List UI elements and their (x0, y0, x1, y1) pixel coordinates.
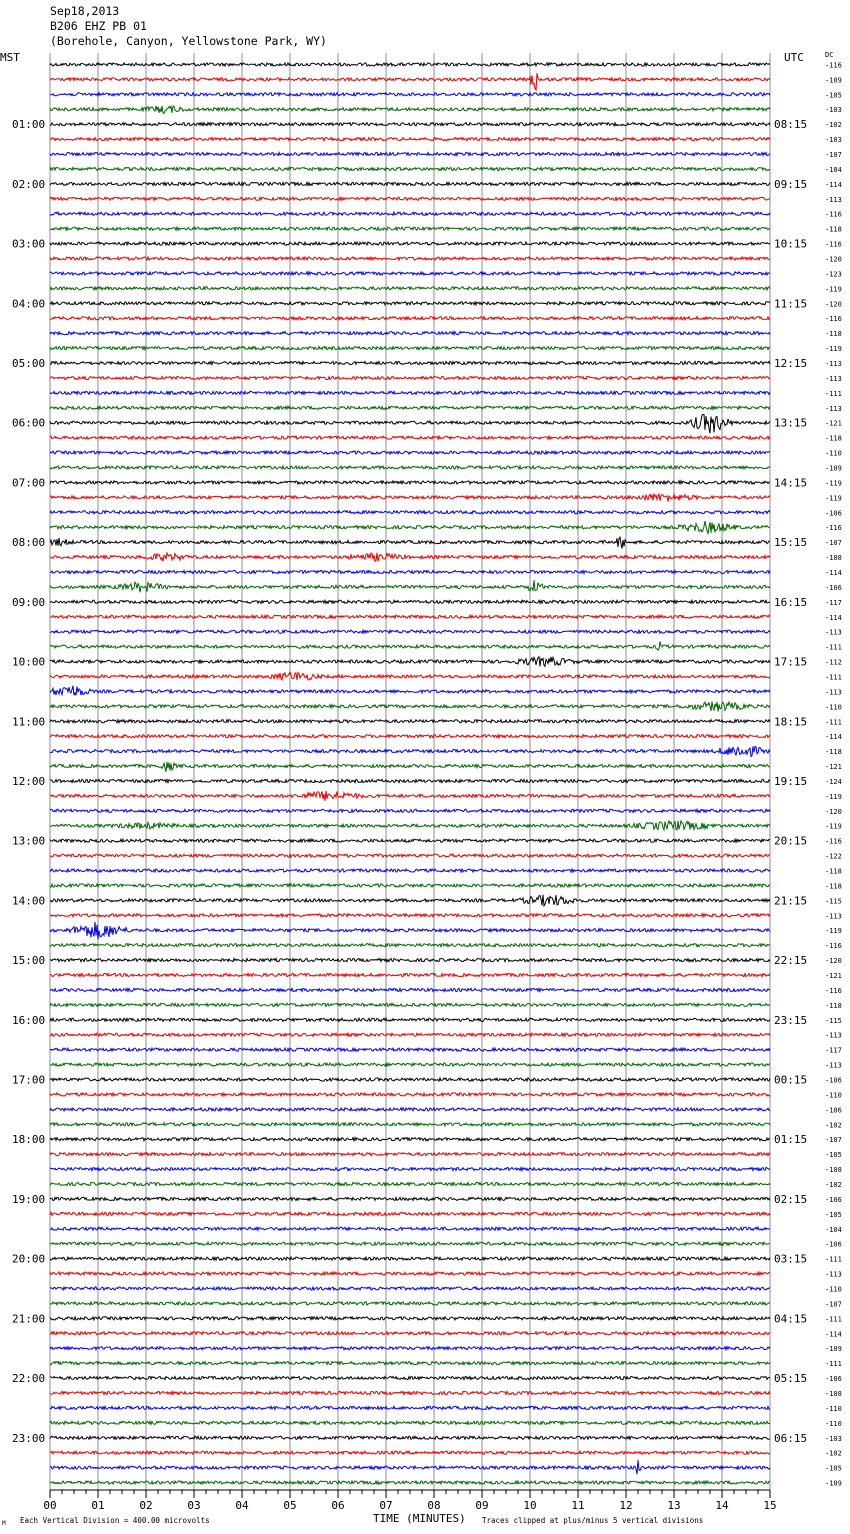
mst-hour-label: 12:00 (12, 774, 46, 788)
dc-offset-label: -116 (825, 942, 842, 951)
dc-offset-label: -113 (825, 404, 842, 413)
dc-offset-label: -110 (825, 703, 842, 712)
trace-line-86 (50, 1347, 770, 1350)
trace-line-35 (50, 580, 770, 592)
trace-line-70 (50, 1108, 770, 1111)
x-tick-label: 13 (667, 1499, 681, 1512)
dc-offset-label: -116 (825, 240, 842, 249)
trace-line-48 (50, 779, 770, 782)
dc-offset-label: -111 (825, 718, 842, 727)
trace-line-26 (50, 451, 770, 454)
dc-offset-label: -122 (825, 852, 842, 861)
trace-line-18 (50, 332, 770, 335)
x-tick-label: 15 (763, 1499, 777, 1512)
mst-hour-label: 07:00 (12, 476, 46, 490)
dc-offset-label: -110 (825, 1404, 842, 1413)
mst-hour-label: 19:00 (12, 1192, 46, 1206)
dc-offset-label: -113 (825, 360, 842, 369)
utc-hour-label: 02:15 (774, 1192, 808, 1206)
dc-offset-label: -111 (825, 1360, 842, 1369)
corner-mark: M (2, 1520, 6, 1527)
trace-line-78 (50, 1227, 770, 1230)
dc-offset-label: -110 (825, 1285, 842, 1294)
dc-offset-label: -112 (825, 658, 842, 667)
utc-hour-label: 22:15 (774, 954, 808, 968)
x-tick-label: 09 (475, 1499, 489, 1512)
utc-hour-label: 14:15 (774, 476, 808, 490)
trace-line-89 (50, 1391, 770, 1394)
location-subtitle: (Borehole, Canyon, Yellowstone Park, WY) (50, 34, 327, 48)
trace-line-0 (50, 63, 770, 66)
mst-hour-label: 11:00 (12, 715, 46, 729)
trace-line-38 (50, 630, 770, 633)
x-tick-label: 01 (91, 1499, 105, 1512)
dc-offset-label: -107 (825, 539, 842, 548)
dc-offset-label: -103 (825, 136, 842, 145)
dc-offset-label: -120 (825, 807, 842, 816)
dc-offset-label: -111 (825, 673, 842, 682)
dc-offset-label: -118 (825, 1001, 842, 1010)
trace-line-44 (50, 720, 770, 723)
trace-line-93 (50, 1451, 770, 1454)
mst-hour-label: 09:00 (12, 595, 46, 609)
dc-offset-label: -111 (825, 389, 842, 398)
x-tick-label: 07 (379, 1499, 393, 1512)
dc-offset-label: -117 (825, 598, 842, 607)
dc-offset-label: -105 (825, 1151, 842, 1160)
dc-offset-label: -105 (825, 1464, 842, 1473)
dc-offset-label: -108 (825, 1166, 842, 1175)
dc-offset-label: -118 (825, 330, 842, 339)
trace-line-39 (50, 641, 770, 650)
trace-line-5 (50, 138, 770, 141)
dc-offset-label: -106 (825, 1076, 842, 1085)
dc-offset-label: -116 (825, 61, 842, 70)
mst-hour-label: 06:00 (12, 416, 46, 430)
dc-offset-label: -116 (825, 524, 842, 533)
mst-hour-label: 20:00 (12, 1252, 46, 1266)
trace-line-32 (50, 537, 770, 548)
trace-line-68 (50, 1078, 770, 1081)
x-tick-label: 04 (235, 1499, 249, 1512)
trace-line-56 (50, 895, 770, 906)
dc-offset-label: -116 (825, 986, 842, 995)
dc-offset-label: -113 (825, 1031, 842, 1040)
dc-offset-label: -103 (825, 106, 842, 115)
dc-offset-label: -118 (825, 867, 842, 876)
mst-hour-label: 04:00 (12, 297, 46, 311)
dc-offset-label: -106 (825, 1106, 842, 1115)
dc-offset-label: -119 (825, 927, 842, 936)
utc-hour-label: 17:15 (774, 655, 808, 669)
trace-line-51 (50, 821, 770, 830)
mst-hour-label: 08:00 (12, 536, 46, 550)
trace-line-61 (50, 973, 770, 976)
trace-line-31 (50, 521, 770, 533)
trace-line-36 (50, 600, 770, 603)
dc-offset-label: -119 (825, 479, 842, 488)
dc-offset-label: -111 (825, 643, 842, 652)
x-tick-label: 11 (571, 1499, 585, 1512)
dc-offset-label: -105 (825, 91, 842, 100)
dc-offset-label: -121 (825, 419, 842, 428)
dc-offset-label: -113 (825, 688, 842, 697)
utc-hour-label: 20:15 (774, 834, 808, 848)
utc-hour-label: 19:15 (774, 774, 808, 788)
trace-line-37 (50, 615, 770, 618)
dc-offset-label: -119 (825, 494, 842, 503)
dc-offset-label: -107 (825, 1300, 842, 1309)
trace-line-14 (50, 272, 770, 275)
date-title: Sep18,2013 (50, 4, 120, 18)
trace-line-53 (50, 854, 770, 857)
trace-line-65 (50, 1033, 770, 1036)
trace-line-58 (50, 922, 770, 940)
trace-line-83 (50, 1302, 770, 1305)
trace-line-19 (50, 347, 770, 350)
dc-offset-label: -109 (825, 76, 842, 85)
trace-line-69 (50, 1093, 770, 1096)
trace-line-57 (50, 914, 770, 917)
dc-offset-label: -114 (825, 180, 842, 189)
scale-note: Each Vertical Division = 400.00 microvolts (20, 1516, 210, 1525)
utc-hour-labels (774, 118, 807, 1445)
trace-line-74 (50, 1168, 770, 1171)
dc-offset-label: -124 (825, 777, 842, 786)
trace-line-6 (50, 152, 770, 155)
mst-hour-label: 16:00 (12, 1013, 46, 1027)
trace-line-92 (50, 1436, 770, 1439)
utc-hour-label: 04:15 (774, 1312, 808, 1326)
trace-line-71 (50, 1123, 770, 1126)
trace-line-28 (50, 481, 770, 484)
mst-hour-label: 01:00 (12, 118, 46, 132)
trace-line-21 (50, 376, 770, 379)
trace-line-75 (50, 1182, 770, 1185)
trace-line-16 (50, 302, 770, 305)
dc-offset-label: -113 (825, 912, 842, 921)
trace-line-2 (50, 93, 770, 96)
x-axis (43, 1490, 776, 1512)
x-tick-label: 03 (187, 1499, 201, 1512)
dc-offset-label: -106 (825, 1240, 842, 1249)
dc-offset-label: -104 (825, 1225, 842, 1234)
dc-offset-label: -109 (825, 464, 842, 473)
dc-offset-label: -120 (825, 957, 842, 966)
x-tick-label: 10 (523, 1499, 537, 1512)
dc-offset-label: -120 (825, 255, 842, 264)
dc-offset-label: -105 (825, 1210, 842, 1219)
trace-line-90 (50, 1406, 770, 1409)
x-tick-label: 06 (331, 1499, 345, 1512)
trace-line-24 (50, 415, 770, 434)
dc-offset-label: -106 (825, 1195, 842, 1204)
trace-line-82 (50, 1287, 770, 1290)
utc-hour-label: 18:15 (774, 715, 808, 729)
trace-line-59 (50, 944, 770, 947)
dc-offset-label: -109 (825, 1345, 842, 1354)
dc-offset-label: -117 (825, 1046, 842, 1055)
dc-offset-label: -108 (825, 1389, 842, 1398)
dc-offset-label: -115 (825, 897, 842, 906)
trace-line-1 (50, 73, 770, 90)
trace-line-25 (50, 436, 770, 439)
trace-line-20 (50, 361, 770, 364)
dc-offset-label: -110 (825, 449, 842, 458)
trace-line-40 (50, 657, 770, 667)
dc-offset-label: -118 (825, 882, 842, 891)
trace-line-85 (50, 1332, 770, 1335)
trace-line-7 (50, 167, 770, 170)
trace-line-12 (50, 242, 770, 245)
trace-line-42 (50, 686, 770, 696)
dc-offset-label: -114 (825, 568, 842, 577)
trace-line-49 (50, 791, 770, 801)
trace-line-11 (50, 227, 770, 230)
utc-hour-label: 13:15 (774, 416, 808, 430)
trace-line-54 (50, 869, 770, 872)
mst-hour-label: 02:00 (12, 177, 46, 191)
dc-offset-label: -113 (825, 374, 842, 383)
utc-hour-label: 06:15 (774, 1431, 808, 1445)
dc-offset-label: -111 (825, 1315, 842, 1324)
trace-line-81 (50, 1272, 770, 1275)
mst-hour-label: 15:00 (12, 954, 46, 968)
trace-line-17 (50, 317, 770, 320)
x-tick-label: 00 (43, 1499, 57, 1512)
x-tick-label: 02 (139, 1499, 153, 1512)
dc-offset-label: -119 (825, 792, 842, 801)
utc-hour-label: 05:15 (774, 1372, 808, 1386)
dc-offset-label: -121 (825, 972, 842, 981)
trace-line-45 (50, 735, 770, 738)
utc-hour-label: 16:15 (774, 595, 808, 609)
x-tick-label: 08 (427, 1499, 441, 1512)
trace-line-62 (50, 988, 770, 991)
trace-line-33 (50, 553, 770, 562)
x-tick-label: 12 (619, 1499, 633, 1512)
trace-group (50, 63, 770, 1484)
utc-hour-label: 09:15 (774, 177, 808, 191)
dc-offset-label: -113 (825, 1061, 842, 1070)
trace-line-76 (50, 1197, 770, 1200)
mst-hour-label: 14:00 (12, 894, 46, 908)
x-tick-label: 14 (715, 1499, 729, 1512)
utc-hour-label: 23:15 (774, 1013, 808, 1027)
dc-offset-label: -118 (825, 225, 842, 234)
trace-line-52 (50, 839, 770, 842)
dc-offset-label: -114 (825, 613, 842, 622)
mst-hour-label: 13:00 (12, 834, 46, 848)
trace-line-10 (50, 212, 770, 215)
trace-line-34 (50, 570, 770, 573)
trace-line-30 (50, 511, 770, 514)
dc-offset-label: -106 (825, 1375, 842, 1384)
trace-line-29 (50, 494, 770, 501)
right-timezone-label: UTC (784, 51, 804, 64)
trace-line-79 (50, 1242, 770, 1245)
trace-line-95 (50, 1481, 770, 1484)
mst-hour-labels (12, 118, 45, 1445)
dc-offset-label: -110 (825, 1091, 842, 1100)
mst-hour-label: 05:00 (12, 357, 46, 371)
utc-hour-label: 21:15 (774, 894, 808, 908)
trace-line-73 (50, 1153, 770, 1156)
trace-line-15 (50, 287, 770, 290)
trace-line-63 (50, 1003, 770, 1006)
utc-hour-label: 10:15 (774, 237, 808, 251)
trace-line-41 (50, 672, 770, 680)
dc-offset-label: -120 (825, 300, 842, 309)
trace-line-55 (50, 884, 770, 887)
dc-offset-label: -119 (825, 285, 842, 294)
dc-offset-label: -119 (825, 822, 842, 831)
utc-hour-label: 11:15 (774, 297, 808, 311)
dc-header-label: DC (825, 51, 834, 59)
trace-line-9 (50, 197, 770, 200)
trace-line-23 (50, 406, 770, 409)
trace-line-4 (50, 123, 770, 126)
utc-hour-label: 00:15 (774, 1073, 808, 1087)
dc-offset-label: -107 (825, 1136, 842, 1145)
dc-offset-label: -110 (825, 1419, 842, 1428)
trace-line-60 (50, 959, 770, 962)
dc-offset-label: -119 (825, 345, 842, 354)
dc-offset-label: -123 (825, 270, 842, 279)
dc-offset-label: -113 (825, 1270, 842, 1279)
dc-offset-label: -104 (825, 165, 842, 174)
mst-hour-label: 22:00 (12, 1372, 46, 1386)
trace-line-94 (50, 1460, 770, 1474)
trace-line-47 (50, 762, 770, 772)
utc-hour-label: 08:15 (774, 118, 808, 132)
trace-line-64 (50, 1018, 770, 1021)
mst-hour-label: 21:00 (12, 1312, 46, 1326)
trace-line-87 (50, 1362, 770, 1365)
mst-hour-label: 23:00 (12, 1431, 46, 1445)
dc-offset-label: -103 (825, 1434, 842, 1443)
trace-line-67 (50, 1063, 770, 1066)
station-title: B206 EHZ PB 01 (50, 19, 147, 33)
dc-offset-label: -113 (825, 195, 842, 204)
trace-line-13 (50, 257, 770, 260)
utc-hour-label: 01:15 (774, 1133, 808, 1147)
utc-hour-label: 12:15 (774, 357, 808, 371)
trace-line-22 (50, 391, 770, 394)
dc-offset-label: -109 (825, 1479, 842, 1488)
dc-offset-label: -118 (825, 748, 842, 757)
dc-offset-label: -106 (825, 509, 842, 518)
dc-offset-label: -111 (825, 1255, 842, 1264)
trace-line-27 (50, 466, 770, 469)
trace-line-50 (50, 809, 770, 812)
dc-offset-label: -102 (825, 1121, 842, 1130)
trace-line-72 (50, 1138, 770, 1141)
mst-hour-label: 10:00 (12, 655, 46, 669)
trace-line-66 (50, 1048, 770, 1051)
clip-note: Traces clipped at plus/minus 5 vertical divisions (482, 1516, 704, 1525)
dc-offset-label: -116 (825, 210, 842, 219)
dc-offset-label: -113 (825, 628, 842, 637)
dc-offset-label: -121 (825, 763, 842, 772)
trace-line-8 (50, 182, 770, 185)
utc-hour-label: 03:15 (774, 1252, 808, 1266)
trace-line-43 (50, 702, 770, 712)
mst-hour-label: 03:00 (12, 237, 46, 251)
dc-offset-label: -115 (825, 1016, 842, 1025)
left-timezone-label: MST (0, 51, 20, 64)
dc-offset-label: -102 (825, 1449, 842, 1458)
dc-offset-labels (825, 61, 842, 1487)
dc-offset-label: -116 (825, 837, 842, 846)
dc-offset-label: -116 (825, 315, 842, 324)
dc-offset-label: -118 (825, 434, 842, 443)
trace-line-3 (50, 106, 770, 113)
trace-line-46 (50, 746, 770, 756)
trace-line-84 (50, 1317, 770, 1320)
dc-offset-label: -114 (825, 733, 842, 742)
x-axis-title: TIME (MINUTES) (373, 1512, 466, 1525)
utc-hour-label: 15:15 (774, 536, 808, 550)
mst-hour-label: 18:00 (12, 1133, 46, 1147)
dc-offset-label: -102 (825, 121, 842, 130)
trace-line-88 (50, 1376, 770, 1379)
trace-line-80 (50, 1257, 770, 1260)
mst-hour-label: 17:00 (12, 1073, 46, 1087)
trace-line-77 (50, 1212, 770, 1215)
dc-offset-label: -106 (825, 583, 842, 592)
dc-offset-label: -114 (825, 1330, 842, 1339)
dc-offset-label: -108 (825, 554, 842, 563)
dc-offset-label: -102 (825, 1180, 842, 1189)
x-tick-label: 05 (283, 1499, 297, 1512)
trace-line-91 (50, 1421, 770, 1424)
dc-offset-label: -107 (825, 151, 842, 160)
